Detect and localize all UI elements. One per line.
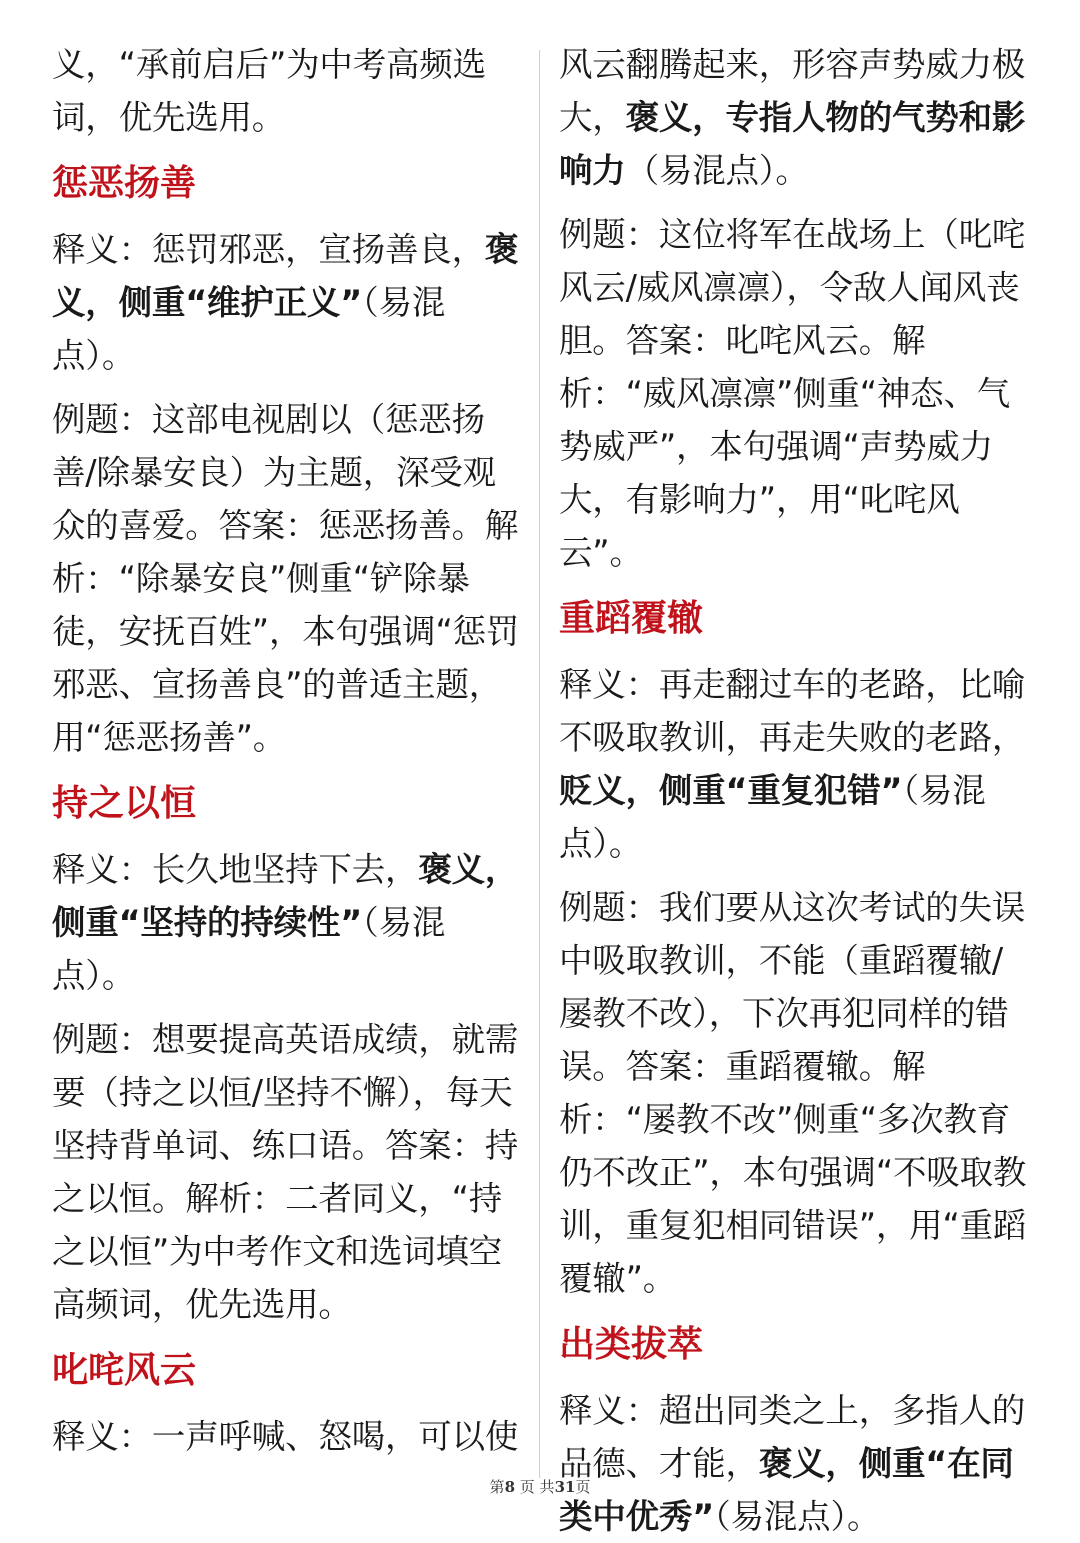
entry-title-chizhiyiheng: 持之以恒 [52,783,197,824]
definition-chizhafengyun-cont: 风云翻腾起来，形容声势威力极大，褒义，专指人物的气势和影响力（易混点）。 [559,45,1026,190]
definition-chuleibacui: 释义：超出同类之上，多指人的品德、才能，褒义，侧重“在同类中优秀”（易混点）。 [559,1391,1026,1536]
column-divider [539,50,540,1478]
left-column [52,38,522,1463]
entry-title-chongdaofuzhe: 重蹈覆辙 [559,598,704,639]
page-number: 8 [504,1478,515,1496]
definition-chizhiyiheng: 释义：长久地坚持下去，褒义，侧重“坚持的持续性”（易混点）。 [52,850,519,995]
right-column [559,38,1031,1543]
intro-text: 义，“承前启后”为中考高频选 词，优先选用。 [52,45,486,137]
definition-chengeyangshan: 释义：惩罚邪恶，宣扬善良，褒义，侧重“维护正义”（易混点）。 [52,230,519,375]
definition-chongdaofuzhe: 释义：再走翻过车的老路，比喻不吸取教训，再走失败的老路，贬义，侧重“重复犯错”（易混点）。 [559,665,1026,863]
entry-title-chengeyangshan: 惩恶扬善 [52,163,197,204]
definition-chizhafengyun-start: 释义：一声呼喊、怒喝，可以使 [52,1417,519,1456]
example-chizhafengyun: 例题：这位将军在战场上（叱咤风云/威风凛凛），令敌人闻风丧胆。答案：叱咤风云。解析：“威风凛凛”侧重“神态、气势威严”，本句强调“声势威力大，有影响力”，用“叱咤风云”。 [559,215,1026,572]
page-total: 31 [554,1478,576,1496]
example-chizhiyiheng: 例题：想要提高英语成绩，就需要（持之以恒/坚持不懈），每天坚持背单词、练口语。答案：持之以恒。解析：二者同义，“持之以恒”为中考作文和选词填空高频词，优先选用。 [52,1020,519,1324]
entry-title-chizhafengyun: 叱咤风云 [52,1350,197,1391]
example-chengeyangshan: 例题：这部电视剧以（惩恶扬善/除暴安良）为主题，深受观众的喜爱。答案：惩恶扬善。解析：“除暴安良”侧重“铲除暴徒，安抚百姓”，本句强调“惩罚邪恶、宣扬善良”的普适主题，用“惩恶扬善”。 [52,400,520,757]
page-footer: 第8 页 共31页 [489,1478,591,1496]
entry-title-chuleibacui: 出类拔萃 [559,1324,704,1365]
example-chongdaofuzhe: 例题：我们要从这次考试的失误中吸取教训，不能（重蹈覆辙/屡教不改），下次再犯同样的错误。答案：重蹈覆辙。解析：“屡教不改”侧重“多次教育仍不改正”，本句强调“不吸取教训，重复犯相同错误”，用“重蹈覆辙”。 [559,888,1027,1298]
